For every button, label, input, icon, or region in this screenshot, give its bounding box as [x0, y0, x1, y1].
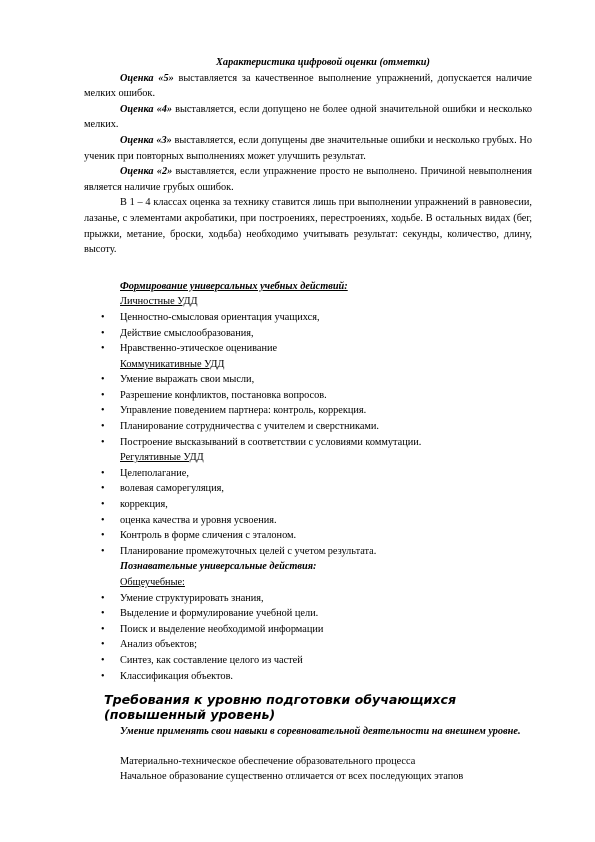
- grade-2-lead: Оценка «2»: [120, 166, 173, 178]
- requirements-paragraph: Умение применять свои навыки в соревновательной деятельности на внешнем уровне.: [120, 726, 521, 738]
- list-item: • Умение структурировать знания,: [84, 591, 532, 607]
- communicative-uud-heading: Коммуникативные УДД: [120, 358, 225, 370]
- list-item: • Контроль в форме сличения с эталоном.: [84, 528, 532, 544]
- grade-4-lead: Оценка «4»: [120, 103, 173, 115]
- spacer: [84, 258, 532, 279]
- list-item: • оценка качества и уровня усвоения.: [84, 513, 532, 529]
- list-item: • Ценностно-смысловая ориентация учащихся,: [84, 310, 532, 326]
- grade-2-text: выставляется, если упражнение просто не выполнено. Причиной невыполнения является наличие грубых ошибок.: [84, 166, 532, 193]
- regulatory-uud-list: [84, 466, 532, 560]
- material-support-heading: Материально-техническое обеспечение образовательного процесса: [120, 755, 416, 767]
- grade-5-lead: Оценка «5»: [120, 72, 174, 84]
- regulatory-uud-heading: Регулятивные УДД: [120, 452, 204, 464]
- document-title: Характеристика цифровой оценки (отметки): [216, 57, 430, 68]
- material-support-paragraph: Начальное образование существенно отличается от всех последующих этапов: [120, 771, 464, 783]
- grade-5-text: выставляется за качественное выполнение упражнений, допускается наличие мелких ошибок.: [84, 72, 532, 100]
- grade-4-text: выставляется, если допущено не более одной значительной ошибки и несколько мелких.: [84, 103, 532, 131]
- list-item: • Планирование сотрудничества с учителем и сверстниками.: [84, 419, 532, 435]
- communicative-uud-list: [84, 372, 532, 450]
- list-item: • Действие смыслообразования,: [84, 326, 532, 342]
- list-item: • Выделение и формулирование учебной цели.: [84, 606, 532, 622]
- list-item: • Умение выражать свои мысли,: [84, 372, 532, 388]
- list-item: • Синтез, как составление целого из частей: [84, 653, 532, 669]
- grade-3-lead: Оценка «3»: [120, 134, 172, 146]
- list-item: • коррекция,: [84, 497, 532, 513]
- list-item: • Целеполагание,: [84, 466, 532, 482]
- requirements-heading: Требования к уровню подготовки обучающихся (повышенный уровень): [104, 692, 457, 723]
- personal-uud-heading: Личностные УДД: [120, 296, 198, 308]
- cognitive-uud-list: [84, 591, 532, 685]
- grade-4-paragraph: [84, 102, 532, 133]
- list-item: • волевая саморегуляция,: [84, 481, 532, 497]
- technique-paragraph: В 1 – 4 классах оценка за технику ставится лишь при выполнении упражнений в равновесии, лазанье, с элементами акробатики, при построениях, перестроениях, ходьбе. В остальных видах (бег, прыжки, метание, броски, ходьба) необходимо учитывать результат: секунды, количество, длину, высоту.: [84, 197, 532, 256]
- cognitive-uud-heading: Познавательные универсальные действия:: [120, 561, 317, 573]
- grade-2-paragraph: [84, 164, 532, 195]
- list-item: • Поиск и выделение необходимой информации: [84, 622, 532, 638]
- list-item: • Классификация объектов.: [84, 669, 532, 685]
- grade-3-paragraph: [84, 133, 532, 164]
- document-body: [84, 55, 532, 785]
- list-item: • Планирование промежуточных целей с учетом результата.: [84, 544, 532, 560]
- general-education-subheading: Общеучебные:: [120, 577, 185, 588]
- grade-5-paragraph: [84, 71, 532, 102]
- personal-uud-list: [84, 310, 532, 357]
- grade-3-text: выставляется, если допущены две значительные ошибки и несколько грубых. Но ученик при повторных выполнениях может улучшить результат.: [84, 134, 532, 162]
- list-item: • Анализ объектов;: [84, 637, 532, 653]
- list-item: • Нравственно-этическое оценивание: [84, 341, 532, 357]
- list-item: • Построение высказываний в соответствии с условиями коммутации.: [84, 435, 532, 451]
- list-item: • Разрешение конфликтов, постановка вопросов.: [84, 388, 532, 404]
- uud-heading: Формирование универсальных учебных действий:: [120, 280, 348, 292]
- list-item: • Управление поведением партнера: контроль, коррекция.: [84, 403, 532, 419]
